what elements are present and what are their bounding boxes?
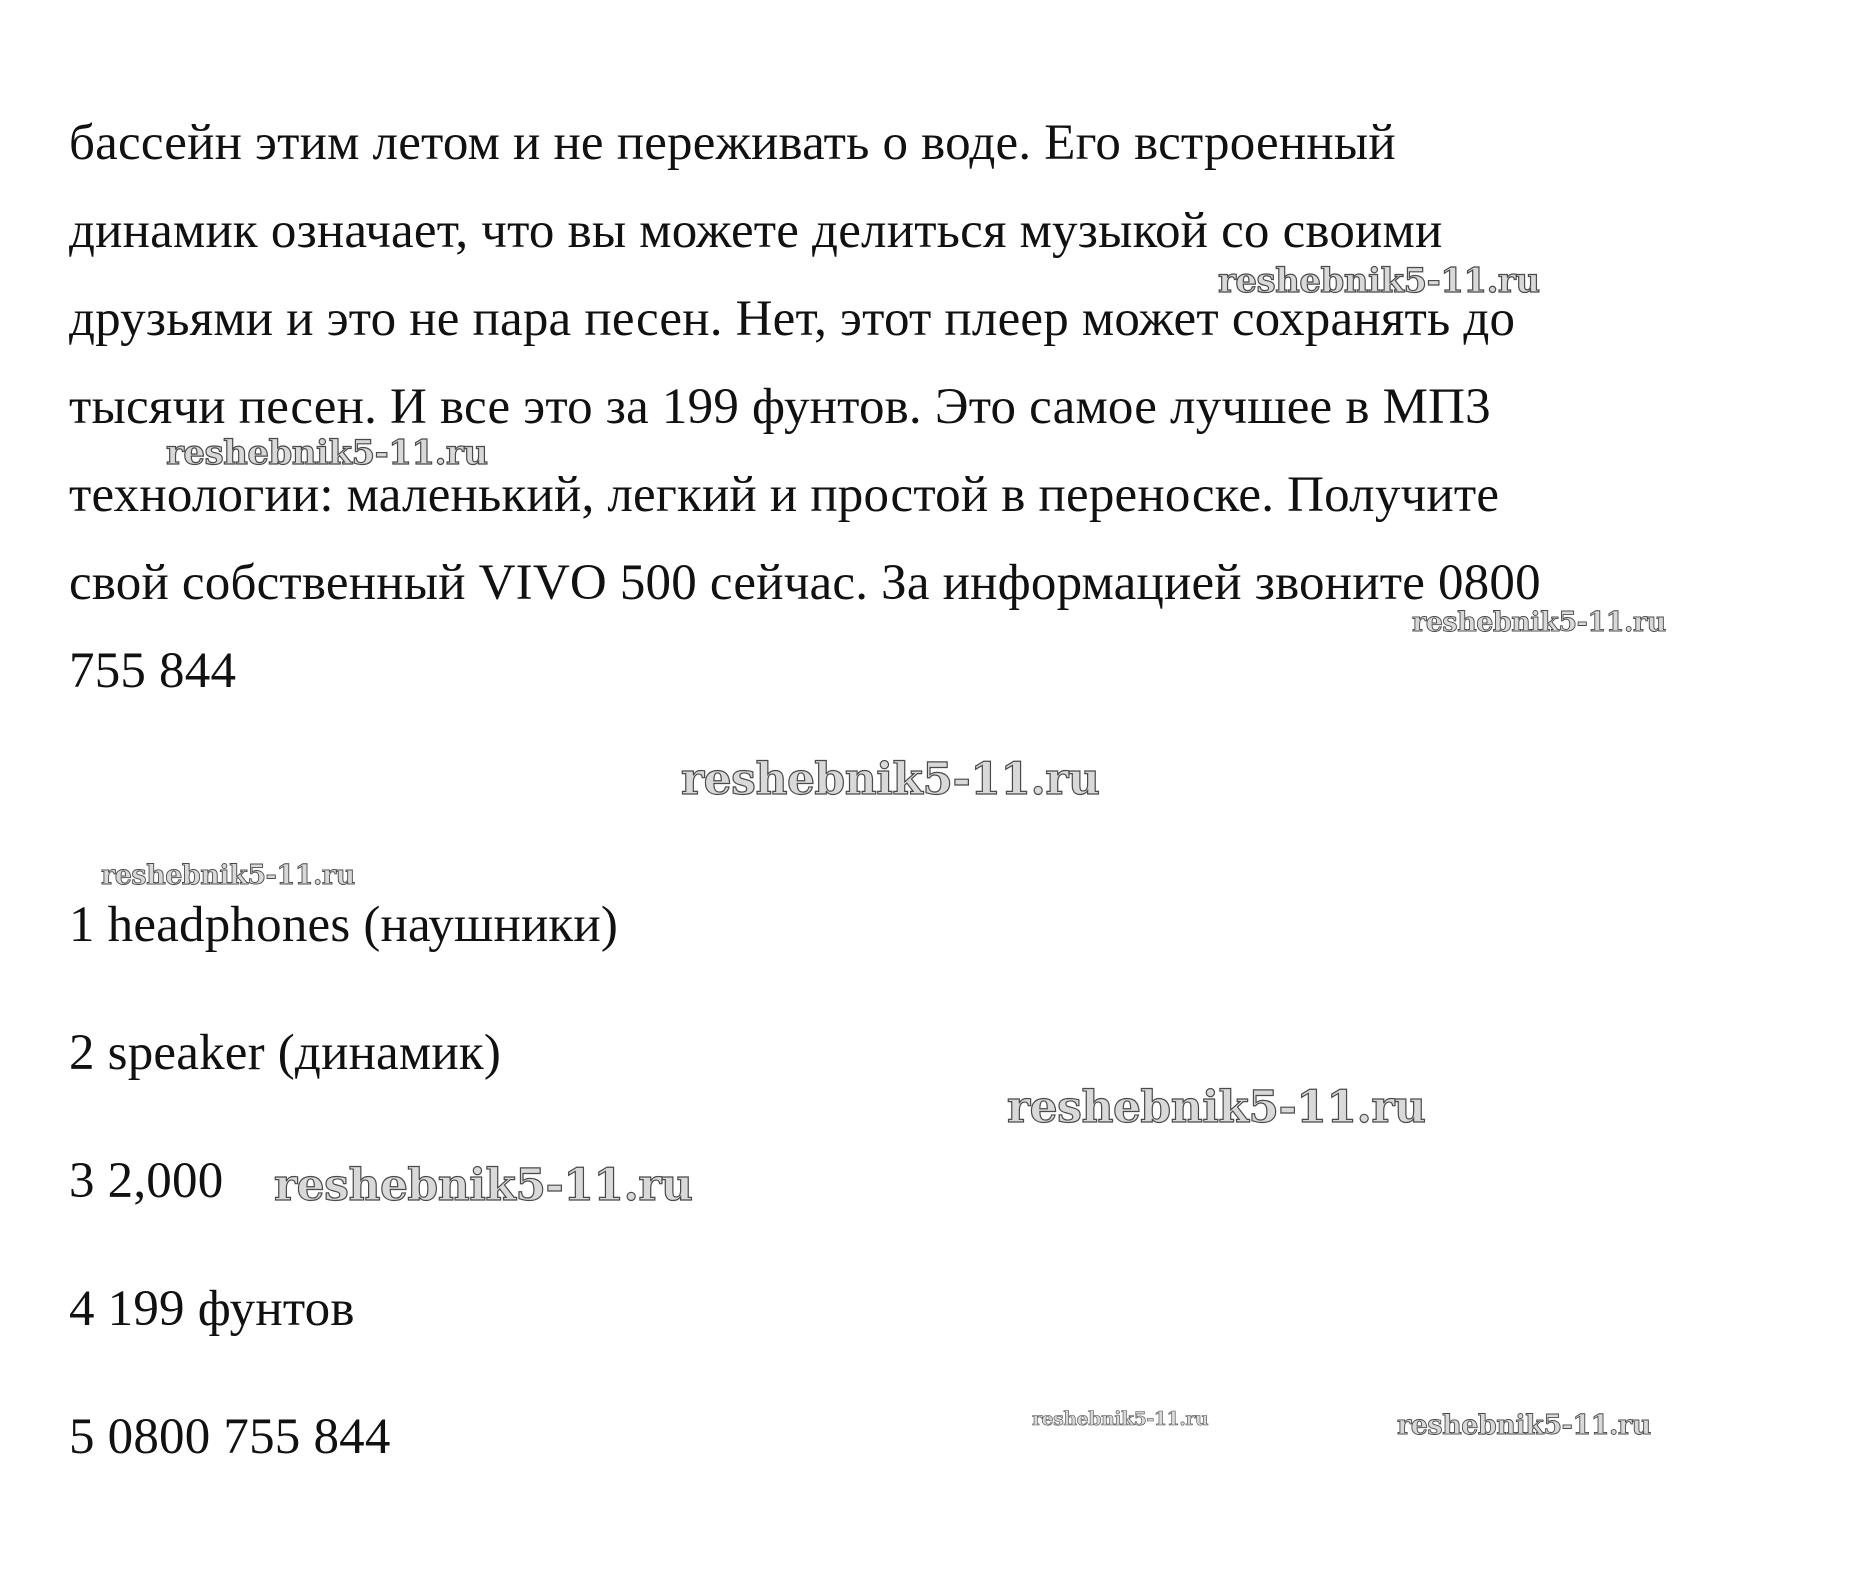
watermark: reshebnik5-11.ru (1218, 261, 1540, 301)
answer-item: 4 199 фунтов (69, 1281, 355, 1337)
watermark: reshebnik5-11.ru (1397, 1410, 1651, 1441)
watermark: reshebnik5-11.ru (166, 433, 488, 473)
paragraph-line: свой собственный VIVO 500 сейчас. За информацией звоните 0800 (69, 555, 1541, 611)
answer-item: 5 0800 755 844 (69, 1409, 391, 1465)
paragraph-line: технологии: маленький, легкий и простой в переноске. Получите (69, 467, 1500, 523)
watermark: reshebnik5-11.ru (681, 754, 1100, 805)
paragraph-line: друзьями и это не пара песен. Нет, этот плеер может сохранять до (69, 291, 1516, 347)
paragraph-line: бассейн этим летом и не переживать о воде. Его встроенный (69, 115, 1396, 171)
answer-item: 3 2,000 (69, 1153, 224, 1209)
answer-item: 2 speaker (динамик) (69, 1025, 502, 1081)
watermark: reshebnik5-11.ru (1032, 1408, 1209, 1430)
paragraph-line: тысячи песен. И все это за 199 фунтов. Это самое лучшее в МП3 (69, 379, 1491, 435)
watermark: reshebnik5-11.ru (101, 860, 355, 891)
answer-item: 1 headphones (наушники) (69, 897, 619, 953)
watermark: reshebnik5-11.ru (1412, 607, 1666, 638)
watermark: reshebnik5-11.ru (1007, 1082, 1426, 1133)
watermark: reshebnik5-11.ru (274, 1160, 693, 1211)
paragraph-line: 755 844 (69, 643, 237, 699)
paragraph-line: динамик означает, что вы можете делиться музыкой со своими (69, 203, 1443, 259)
